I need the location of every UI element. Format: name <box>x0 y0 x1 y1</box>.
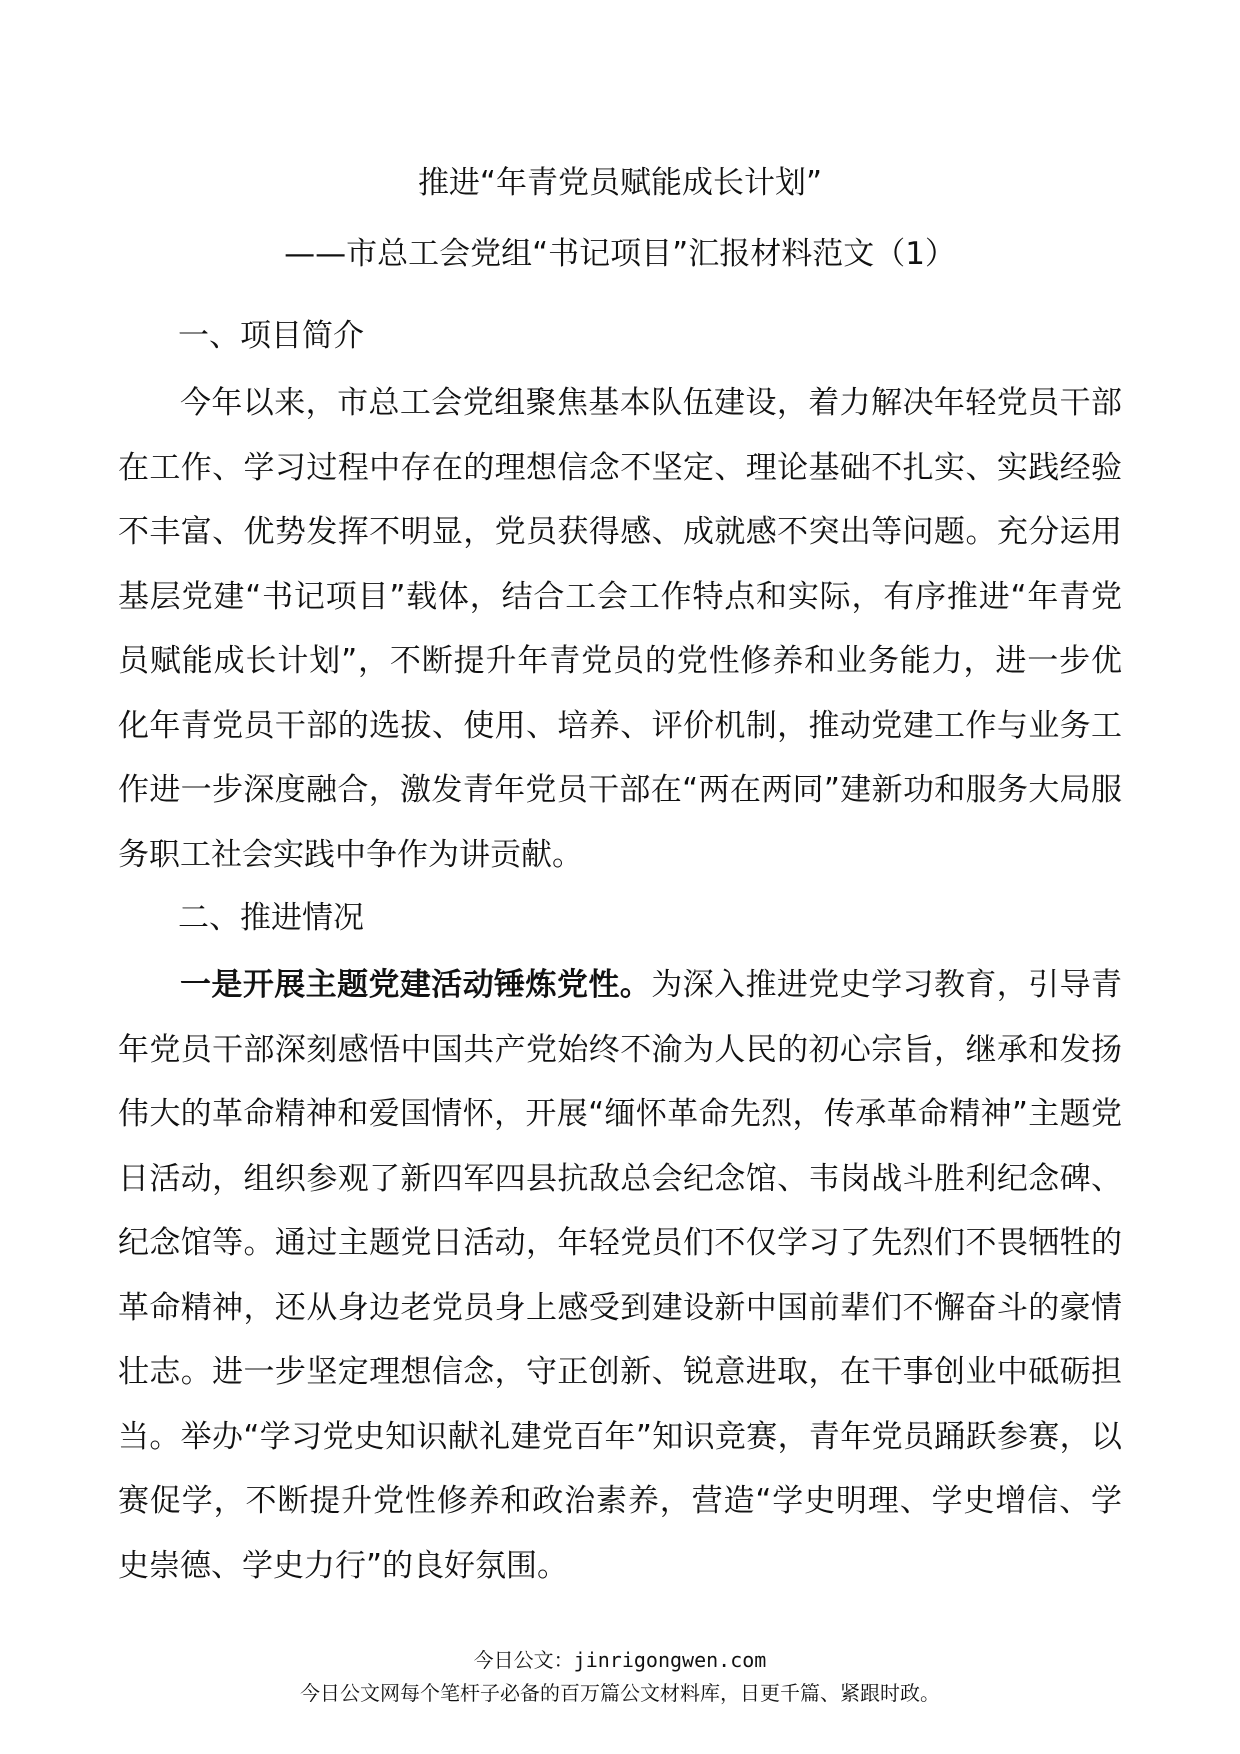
section-body-progress <box>118 953 1122 1598</box>
section-heading-overview: 一、项目简介 <box>178 318 364 354</box>
document-title: 推进“年青党员赋能成长计划” <box>417 165 823 201</box>
section-body-overview: 今年以来，市总工会党组聚焦基本队伍建设，着力解决年轻党员干部在工作、学习过程中存在的理想信念不坚定、理论基础不扎实、实践经验不丰富、优势发挥不明显，党员获得感、成就感不突出等问题。充分运用基层党建“书记项目”载体，结合工会工作特点和实际，有序推进“年青党员赋能成长计划”，不断提升年青党员的党性修养和业务能力，进一步优化年青党员干部的选拔、使用、培养、评价机制，推动党建工作与业务工作进一步深度融合，激发青年党员干部在“两在两同”建新功和服务大局服务职工社会实践中争作为讲贡献。 <box>118 385 1122 873</box>
footer-site-line <box>0 1647 1240 1673</box>
footer-site-url[interactable]: jinrigongwen.com <box>573 1648 767 1672</box>
paragraph-body-text: 为深入推进党史学习教育，引导青年党员干部深刻感悟中国共产党始终不渝为人民的初心宗旨，继承和发扬伟大的革命精神和爱国情怀，开展“缅怀革命先烈，传承革命精神”主题党日活动，组织参观了新四军四县抗敌总会纪念馆、韦岗战斗胜利纪念碑、纪念馆等。通过主题党日活动，年轻党员们不仅学习了先烈们不畏牺牲的革命精神，还从身边老党员身上感受到建设新中国前辈们不懈奋斗的豪情壮志。进一步坚定理想信念，守正创新、锐意进取，在干事创业中砥砺担当。举办“学习党史知识献礼建党百年”知识竞赛，青年党员踊跃参赛，以赛促学，不断提升党性修养和政治素养，营造“学史明理、学史增信、学史崇德、学史力行”的良好氛围。 <box>118 967 1123 1584</box>
paragraph-lead-sentence: 一是开展主题党建活动锤炼党性。 <box>180 967 652 1003</box>
footer-tagline: 今日公文网每个笔杆子必备的百万篇公文材料库，日更千篇、紧跟时政。 <box>300 1681 940 1705</box>
section-heading-progress: 二、推进情况 <box>178 900 364 936</box>
document-subtitle: ——市总工会党组“书记项目”汇报材料范文（1） <box>284 236 956 272</box>
footer-site-label: 今日公文： <box>473 1648 574 1672</box>
